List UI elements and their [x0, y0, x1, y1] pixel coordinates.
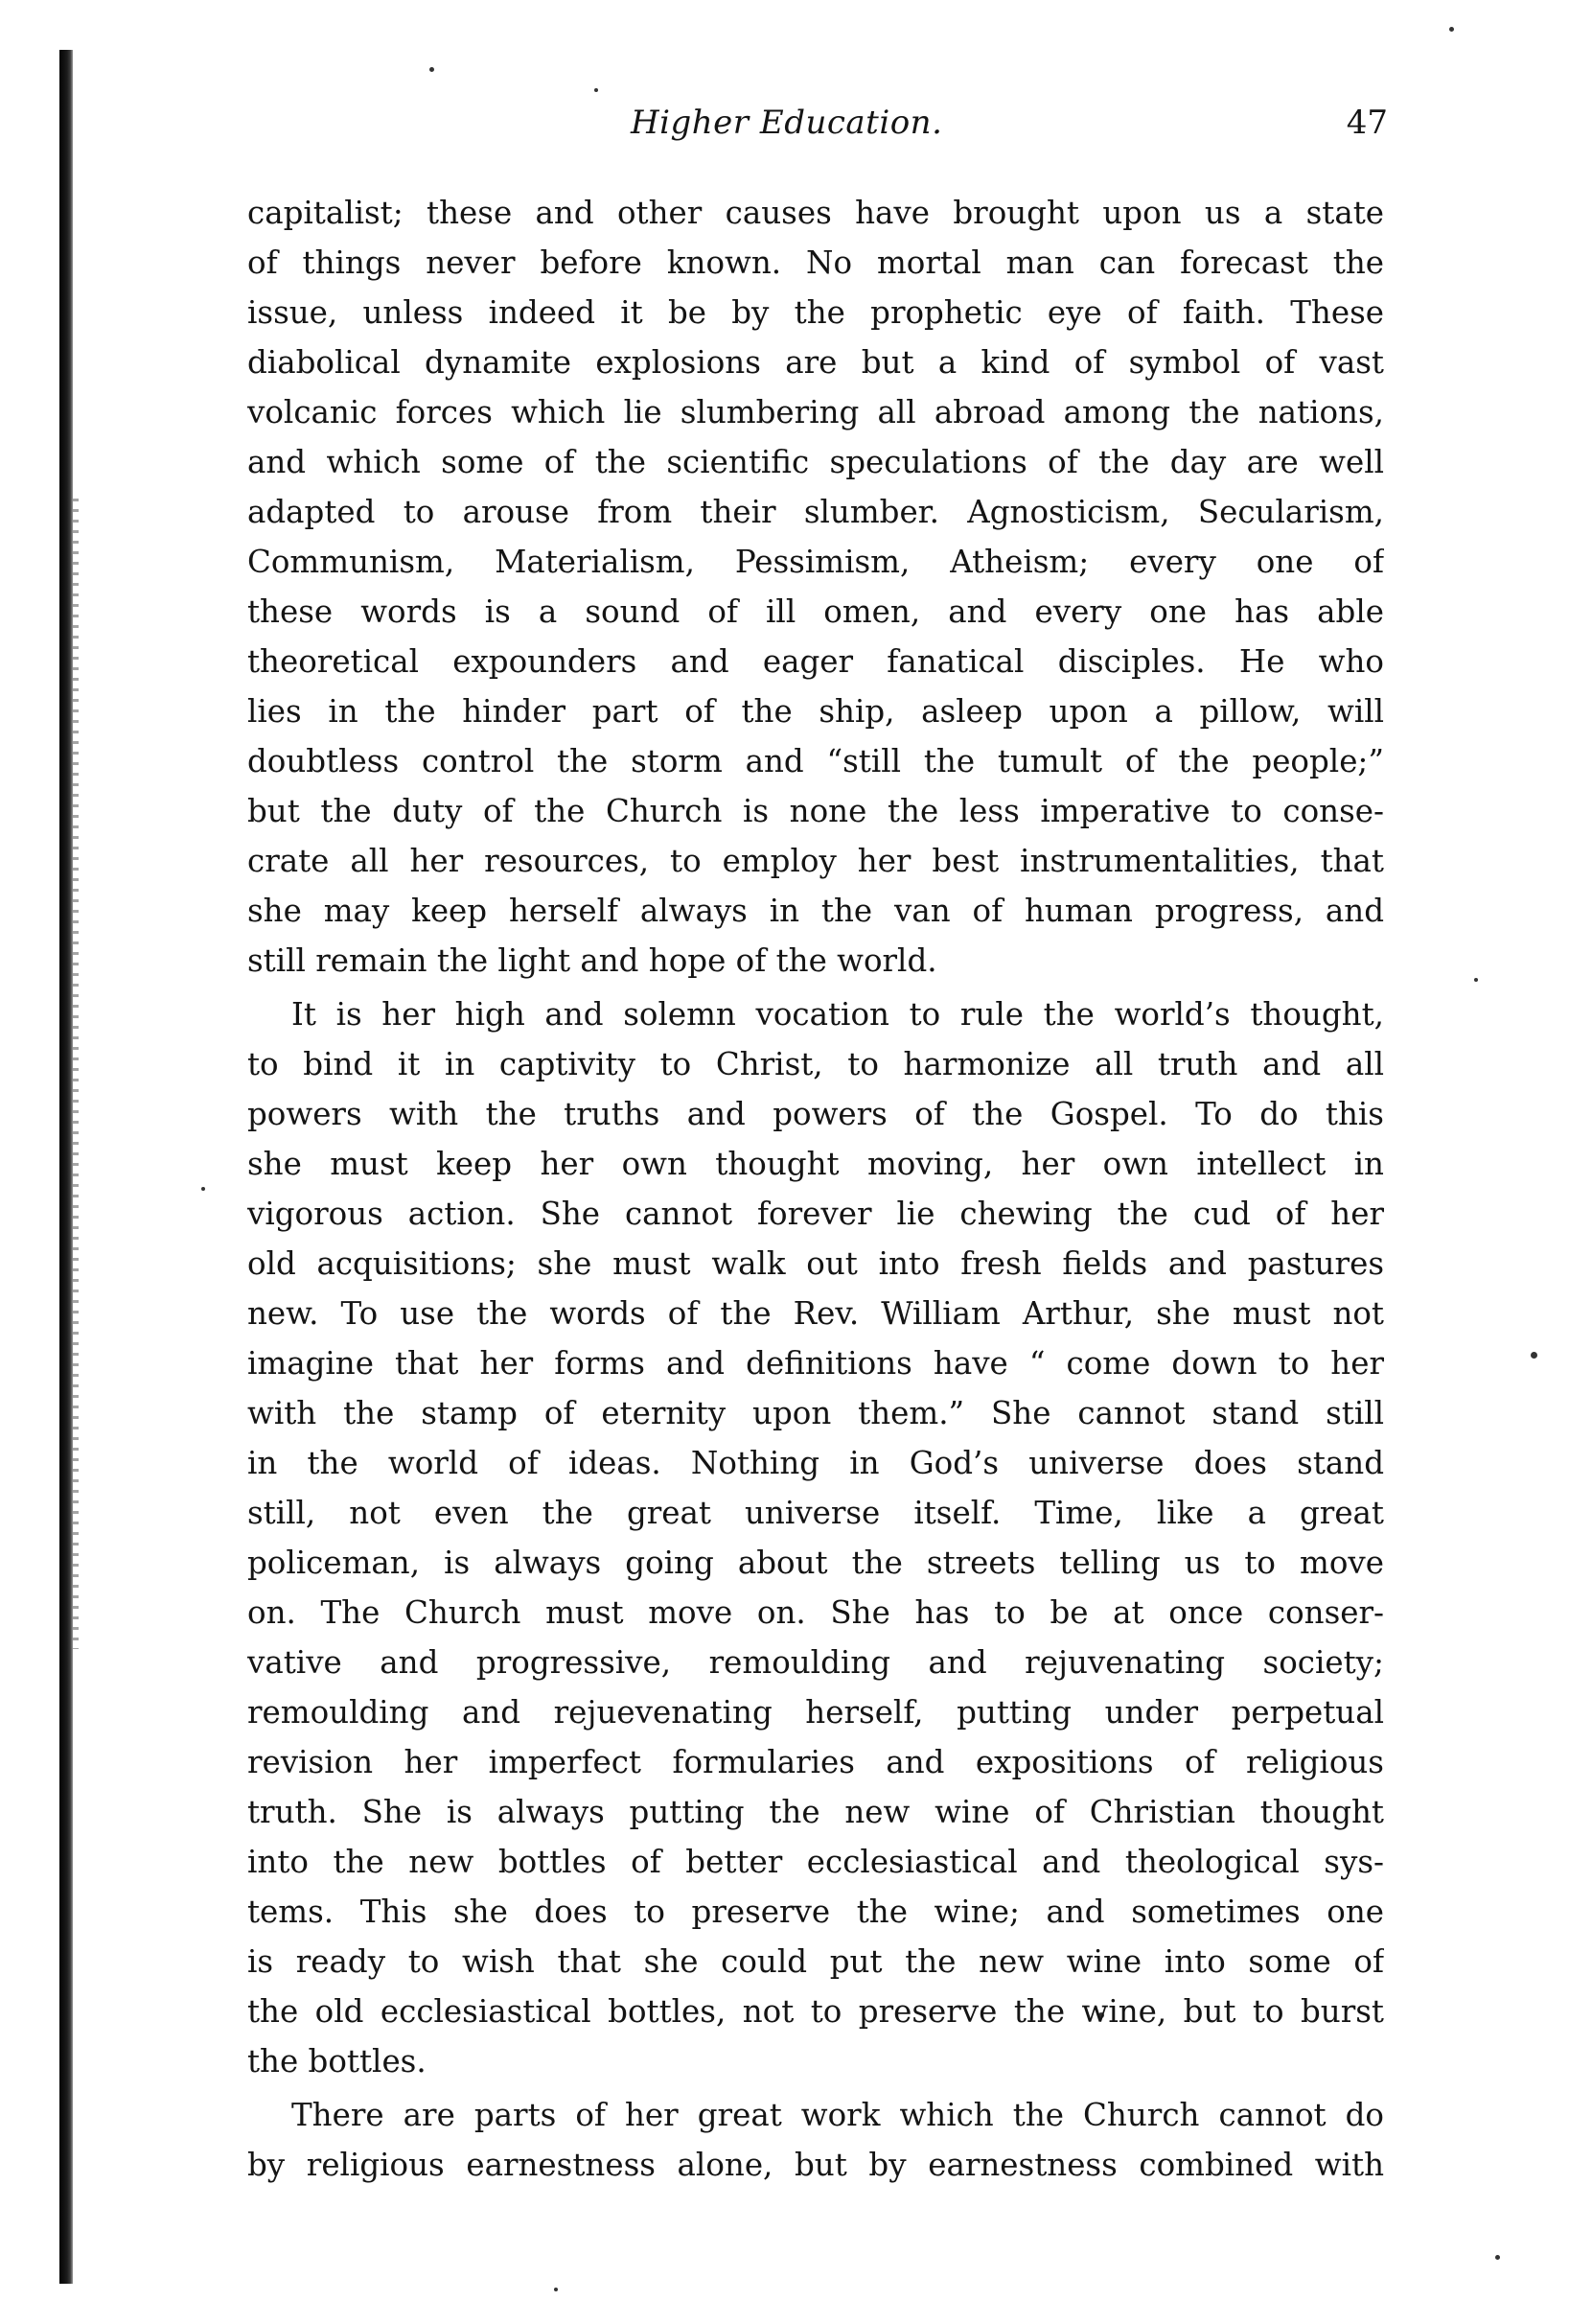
paper-speck: [594, 88, 598, 92]
text-line: but the duty of the Church is none the less imperative to conse-: [247, 793, 1384, 829]
book-binding-edge: [59, 50, 73, 2284]
text-line: and which some of the scientific speculations of the day are well: [247, 444, 1384, 480]
paper-speck: [1449, 27, 1454, 32]
text-line: theoretical expounders and eager fanatical disciples. He who: [247, 643, 1384, 680]
text-line: with the stamp of eternity upon them.” She cannot stand still: [247, 1395, 1384, 1431]
text-line: the old ecclesiastical bottles, not to preserve the wine, but to burst: [247, 1993, 1384, 2030]
text-line: vigorous action. She cannot forever lie chewing the cud of her: [247, 1196, 1384, 1232]
text-line: remoulding and rejuevenating herself, putting under perpetual: [247, 1694, 1384, 1731]
paper-speck: [429, 67, 434, 72]
text-line: into the new bottles of better ecclesiastical and theological sys-: [247, 1844, 1384, 1880]
text-line: in the world of ideas. Nothing in God’s universe does stand: [247, 1445, 1384, 1481]
text-line: she must keep her own thought moving, her own intellect in: [247, 1146, 1384, 1182]
paper-speck: [1474, 978, 1478, 982]
text-line: Communism, Materialism, Pessimism, Atheism; every one of: [247, 544, 1384, 580]
running-head: Higher Education.: [631, 104, 943, 142]
text-line: imagine that her forms and definitions have “ come down to her: [247, 1345, 1384, 1382]
text-line: still remain the light and hope of the world.: [247, 942, 937, 979]
paper-speck: [201, 1187, 205, 1191]
text-line: old acquisitions; she must walk out into fresh fields and pastures: [247, 1245, 1384, 1282]
text-line: still, not even the great universe itself. Time, like a great: [247, 1495, 1384, 1531]
text-line: issue, unless indeed it be by the prophetic eye of faith. These: [247, 294, 1384, 331]
text-line: There are parts of her great work which the Church cannot do: [291, 2097, 1384, 2133]
text-line: these words is a sound of ill omen, and every one has able: [247, 593, 1384, 630]
text-line: volcanic forces which lie slumbering all abroad among the nations,: [247, 394, 1384, 430]
text-line: capitalist; these and other causes have brought upon us a state: [247, 195, 1384, 231]
text-line: vative and progressive, remoulding and rejuvenating society;: [247, 1644, 1384, 1681]
paragraph: [247, 989, 1384, 2086]
page-number: 47: [1346, 104, 1388, 142]
paper-speck: [554, 2288, 558, 2291]
text-line: lies in the hinder part of the ship, asleep upon a pillow, will: [247, 693, 1384, 730]
text-line: is ready to wish that she could put the new wine into some of: [247, 1943, 1384, 1980]
text-line: tems. This she does to preserve the wine; and sometimes one: [247, 1894, 1384, 1930]
paper-speck: [1495, 2255, 1500, 2260]
text-line: by religious earnestness alone, but by earnestness combined with: [247, 2147, 1384, 2183]
text-line: truth. She is always putting the new wine of Christian thought: [247, 1794, 1384, 1830]
text-line: revision her imperfect formularies and expositions of religious: [247, 1744, 1384, 1780]
text-line: new. To use the words of the Rev. William Arthur, she must not: [247, 1295, 1384, 1332]
text-line: crate all her resources, to employ her best instrumentalities, that: [247, 843, 1384, 879]
text-line: she may keep herself always in the van of human progress, and: [247, 893, 1384, 929]
paragraph: [247, 188, 1384, 986]
text-line: powers with the truths and powers of the Gospel. To do this: [247, 1096, 1384, 1132]
page-header: [247, 104, 1388, 151]
text-line: adapted to arouse from their slumber. Agnosticism, Secularism,: [247, 494, 1384, 530]
text-line: the bottles.: [247, 2043, 427, 2080]
body-text: [247, 188, 1384, 2190]
paragraph: [247, 2090, 1384, 2190]
text-line: doubtless control the storm and “still the tumult of the people;”: [247, 743, 1384, 779]
paper-speck: [1531, 1352, 1537, 1359]
text-line: to bind it in captivity to Christ, to harmonize all truth and all: [247, 1046, 1384, 1082]
text-line: policeman, is always going about the streets telling us to move: [247, 1545, 1384, 1581]
text-line: of things never before known. No mortal man can forecast the: [247, 244, 1384, 281]
text-line: It is her high and solemn vocation to rule the world’s thought,: [291, 996, 1384, 1033]
text-line: diabolical dynamite explosions are but a kind of symbol of vast: [247, 344, 1384, 381]
binding-shadow: [73, 499, 79, 1649]
text-line: on. The Church must move on. She has to be at once conser-: [247, 1594, 1384, 1631]
